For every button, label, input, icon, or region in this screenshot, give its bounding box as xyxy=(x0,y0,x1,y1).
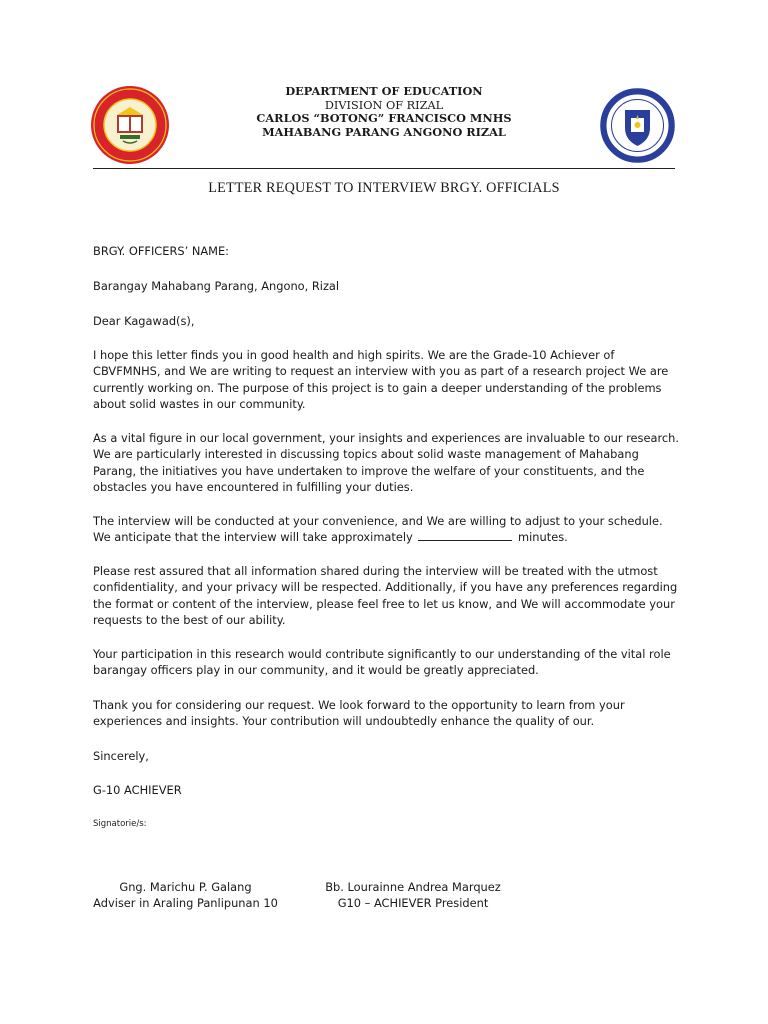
closing: Sincerely, xyxy=(93,749,149,763)
salutation-line xyxy=(93,313,678,329)
duration-sentence: We anticipate that the interview will take approximately xyxy=(93,530,413,545)
recipient-line xyxy=(93,243,678,259)
paragraph-line: confidentiality, and your privacy will be respected. Additionally, if you have any preferences regarding xyxy=(93,580,678,595)
signatories-label: Signatorie/s: xyxy=(93,819,147,829)
paragraph-line: barangay officers play in our community, and it would be greatly appreciated. xyxy=(93,663,539,678)
letterhead-text xyxy=(210,85,558,139)
paragraph-line: obstacles you have encountered in fulfilling your duties. xyxy=(93,480,414,495)
paragraph-5 xyxy=(93,646,678,679)
letter-title: LETTER REQUEST TO INTERVIEW BRGY. OFFICIALS xyxy=(208,180,560,196)
signatories-label-line xyxy=(93,816,678,832)
school-address: MAHABANG PARANG ANGONO RIZAL xyxy=(262,124,506,139)
header-divider xyxy=(93,168,675,169)
paragraph-line: The interview will be conducted at your convenience, and We are willing to adjust to your schedule. xyxy=(93,514,663,528)
paragraph-line: I hope this letter finds you in good health and high spirits. We are the Grade-10 Achiever of xyxy=(93,348,615,362)
paragraph-line: Please rest assured that all information shared during the interview will be treated with the utmost xyxy=(93,564,658,578)
paragraph-line xyxy=(93,529,678,545)
division-name: DIVISION OF RIZAL xyxy=(324,98,444,112)
signatory-role: G10 – ACHIEVER President xyxy=(337,896,489,911)
signatory-1 xyxy=(93,879,278,912)
department-name: DEPARTMENT OF EDUCATION xyxy=(285,84,483,98)
closing-line xyxy=(93,748,678,764)
duration-unit: minutes. xyxy=(518,530,568,545)
sender: G-10 ACHIEVER xyxy=(93,783,182,797)
paragraph-6 xyxy=(93,697,678,730)
sender-line xyxy=(93,782,678,798)
paragraph-1 xyxy=(93,347,678,413)
paragraph-3 xyxy=(93,513,678,546)
paragraph-line: Thank you for considering our request. We look forward to the opportunity to learn from your xyxy=(93,698,625,712)
paragraph-4 xyxy=(93,563,678,629)
signatory-name: Bb. Lourainne Andrea Marquez xyxy=(325,880,501,894)
address-line xyxy=(93,278,678,294)
paragraph-line: currently working on. The purpose of this project is to gain a deeper understanding of the problems xyxy=(93,380,662,395)
school-seal-logo xyxy=(90,85,170,165)
paragraph-line: about solid wastes in our community. xyxy=(93,397,306,412)
paragraph-line: requests to the best of our ability. xyxy=(93,613,286,628)
salutation: Dear Kagawad(s), xyxy=(93,314,195,328)
signatory-role: Adviser in Araling Panlipunan 10 xyxy=(93,896,278,911)
paragraph-line: We are particularly interested in discussing topics about solid waste management of Mahabang xyxy=(93,447,639,462)
duration-blank xyxy=(418,529,512,541)
paragraph-line: the format or content of the interview, please feel free to let us know, and We will accommodate your xyxy=(93,596,675,611)
paragraph-line: As a vital figure in our local government, your insights and experiences are invaluable to our research. xyxy=(93,431,680,445)
address: Barangay Mahabang Parang, Angono, Rizal xyxy=(93,279,340,293)
letterhead xyxy=(90,85,678,165)
paragraph-line: Parang, the initiatives you have undertaken to improve the welfare of your constituents, and the xyxy=(93,463,645,478)
paragraph-line: CBVFMNHS, and We are writing to request an interview with you as part of a research project We are xyxy=(93,364,669,379)
signatory-2 xyxy=(318,879,508,912)
paragraph-2 xyxy=(93,430,678,496)
paragraph-line: experiences and insights. Your contribution will undoubtedly enhance the quality of our. xyxy=(93,714,595,729)
deped-seal-logo xyxy=(600,88,675,163)
recipient: BRGY. OFFICERS’ NAME: xyxy=(93,244,230,258)
signatory-name: Gng. Marichu P. Galang xyxy=(119,880,252,894)
paragraph-line: Your participation in this research would contribute significantly to our understanding of the vital role xyxy=(93,647,671,661)
school-name: CARLOS “BOTONG” FRANCISCO MNHS xyxy=(256,111,512,125)
